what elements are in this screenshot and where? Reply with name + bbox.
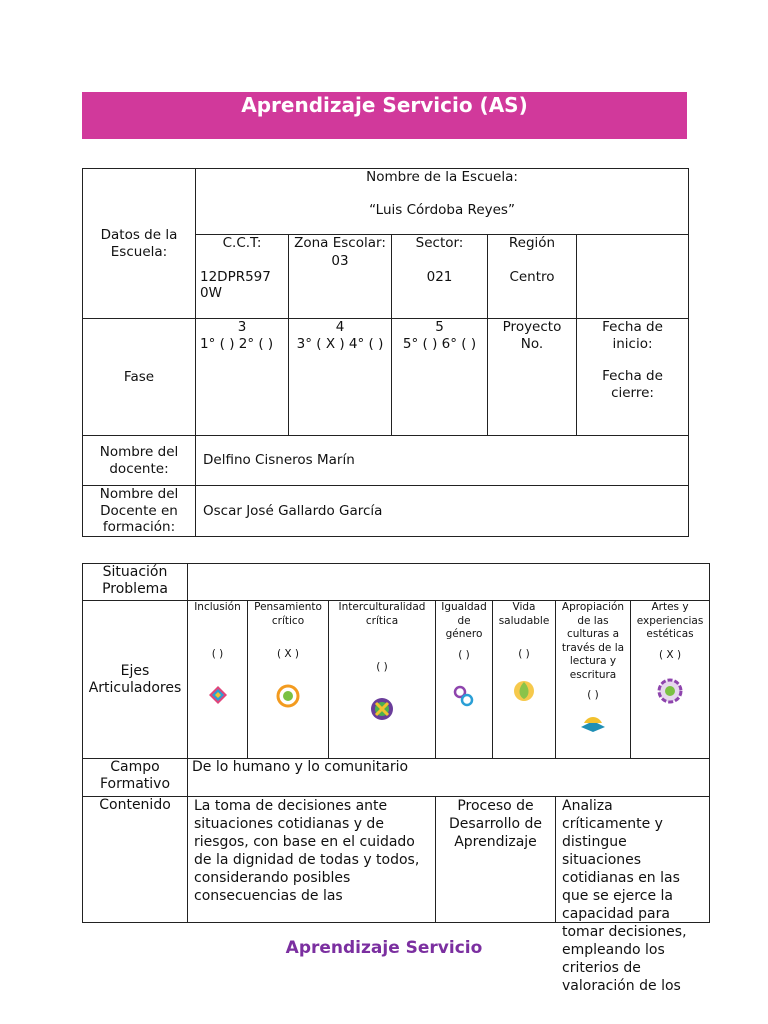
fase-3-num: 3 bbox=[237, 319, 247, 335]
eje-vida-saludable bbox=[493, 601, 556, 759]
eje-name: Artes y experiencias estéticas bbox=[636, 601, 704, 640]
header-banner bbox=[82, 92, 687, 139]
fase-label: Fase bbox=[83, 319, 196, 436]
cct-cell bbox=[196, 235, 289, 319]
sector-value: 021 bbox=[426, 268, 453, 285]
eje-name: Igualdad de género bbox=[441, 601, 487, 640]
eje-mark: ( X ) bbox=[658, 648, 682, 661]
eje-name: Apropiación de las culturas a través de la lectura y escritura bbox=[561, 601, 625, 681]
region-cell bbox=[488, 235, 577, 319]
interculturalidad-icon bbox=[370, 697, 394, 721]
formacion-label: Nombre del Docente en formación: bbox=[83, 486, 196, 537]
situacion-label: Situación Problema bbox=[83, 564, 188, 601]
fecha-inicio-label: Fecha de inicio: bbox=[602, 319, 663, 352]
eje-name: Inclusión bbox=[194, 601, 241, 613]
eje-mark: ( ) bbox=[376, 661, 388, 673]
eje-mark: ( ) bbox=[518, 648, 530, 660]
fase-5-num: 5 bbox=[435, 319, 444, 335]
fechas-cell bbox=[577, 319, 689, 436]
eje-lectura-escritura bbox=[556, 601, 631, 759]
eje-artes bbox=[631, 601, 710, 759]
igualdad-genero-icon bbox=[453, 684, 475, 708]
school-name-label: Nombre de la Escuela: bbox=[366, 169, 518, 185]
vida-saludable-icon bbox=[512, 678, 536, 702]
pensamiento-critico-icon bbox=[276, 684, 300, 708]
eje-mark: ( ) bbox=[587, 689, 599, 701]
formacion-value: Oscar José Gallardo García bbox=[196, 486, 689, 537]
campo-value: De lo humano y lo comunitario bbox=[188, 759, 710, 797]
sector-label: Sector: bbox=[415, 235, 464, 251]
contenido-value: La toma de decisiones ante situaciones cotidianas y de riesgos, con base en el cuidado de la dignidad de todas y todos, considerando posibles consecuencias de las bbox=[194, 798, 420, 904]
school-data-label: Datos de la Escuela: bbox=[83, 169, 196, 319]
school-name-cell bbox=[196, 169, 689, 235]
eje-inclusion bbox=[188, 601, 248, 759]
fase-5-text: 5° ( ) 6° ( ) bbox=[402, 335, 477, 352]
artes-icon bbox=[657, 678, 683, 704]
fase-3-cell bbox=[196, 319, 289, 436]
eje-pensamiento bbox=[248, 601, 329, 759]
zona-cell bbox=[289, 235, 392, 319]
cct-label: C.C.T: bbox=[222, 235, 262, 251]
cct-value-2: 0W bbox=[200, 285, 222, 301]
eje-name: Pensamiento crítico bbox=[254, 601, 322, 627]
fase-3-text: 1° ( ) 2° ( ) bbox=[200, 335, 274, 352]
situacion-value bbox=[188, 564, 710, 601]
contenido-cell bbox=[188, 797, 436, 923]
eje-name: Vida saludable bbox=[498, 601, 550, 627]
eje-mark: ( X ) bbox=[276, 648, 300, 660]
fase-4-text: 3° ( X ) 4° ( ) bbox=[296, 335, 384, 352]
ejes-label: Ejes Articuladores bbox=[83, 601, 188, 759]
cct-value-1: 12DPR597 bbox=[200, 268, 271, 285]
docente-value: Delfino Cisneros Marín bbox=[196, 436, 689, 486]
eje-mark: ( ) bbox=[458, 648, 470, 661]
eje-mark: ( ) bbox=[211, 647, 224, 660]
school-data-table bbox=[82, 168, 689, 537]
proyecto-label: Proyecto No. bbox=[488, 319, 577, 436]
contenido-label: Contenido bbox=[83, 797, 188, 923]
pda-value: Analiza críticamente y distingue situaciones cotidianas en las que se ejerce la capacidad para tomar decisiones, empleando los criterios de valoración de los bbox=[562, 798, 687, 994]
zona-label: Zona Escolar: bbox=[294, 235, 386, 251]
zona-value: 03 bbox=[331, 252, 349, 269]
inclusion-icon bbox=[208, 685, 228, 705]
fecha-cierre-label: Fecha de cierre: bbox=[602, 368, 663, 401]
school-name-value: “Luis Córdoba Reyes” bbox=[369, 201, 515, 218]
fase-4-cell bbox=[289, 319, 392, 436]
sector-cell bbox=[392, 235, 488, 319]
fase-4-num: 4 bbox=[335, 319, 345, 335]
eje-interculturalidad bbox=[329, 601, 436, 759]
eje-igualdad bbox=[436, 601, 493, 759]
banner-title: Aprendizaje Servicio (AS) bbox=[241, 93, 528, 117]
lectura-escritura-icon bbox=[580, 713, 606, 733]
pda-label: Proceso de Desarrollo de Aprendizaje bbox=[436, 797, 556, 923]
docente-label: Nombre del docente: bbox=[83, 436, 196, 486]
eje-name: Interculturalidad crítica bbox=[338, 601, 426, 627]
region-value: Centro bbox=[509, 268, 555, 285]
pda-cell bbox=[556, 797, 710, 994]
fase-5-cell bbox=[392, 319, 488, 436]
region-label: Región bbox=[508, 235, 556, 251]
footer-title: Aprendizaje Servicio bbox=[285, 938, 483, 958]
campo-label: Campo Formativo bbox=[83, 759, 188, 797]
empty-cell bbox=[577, 235, 689, 319]
